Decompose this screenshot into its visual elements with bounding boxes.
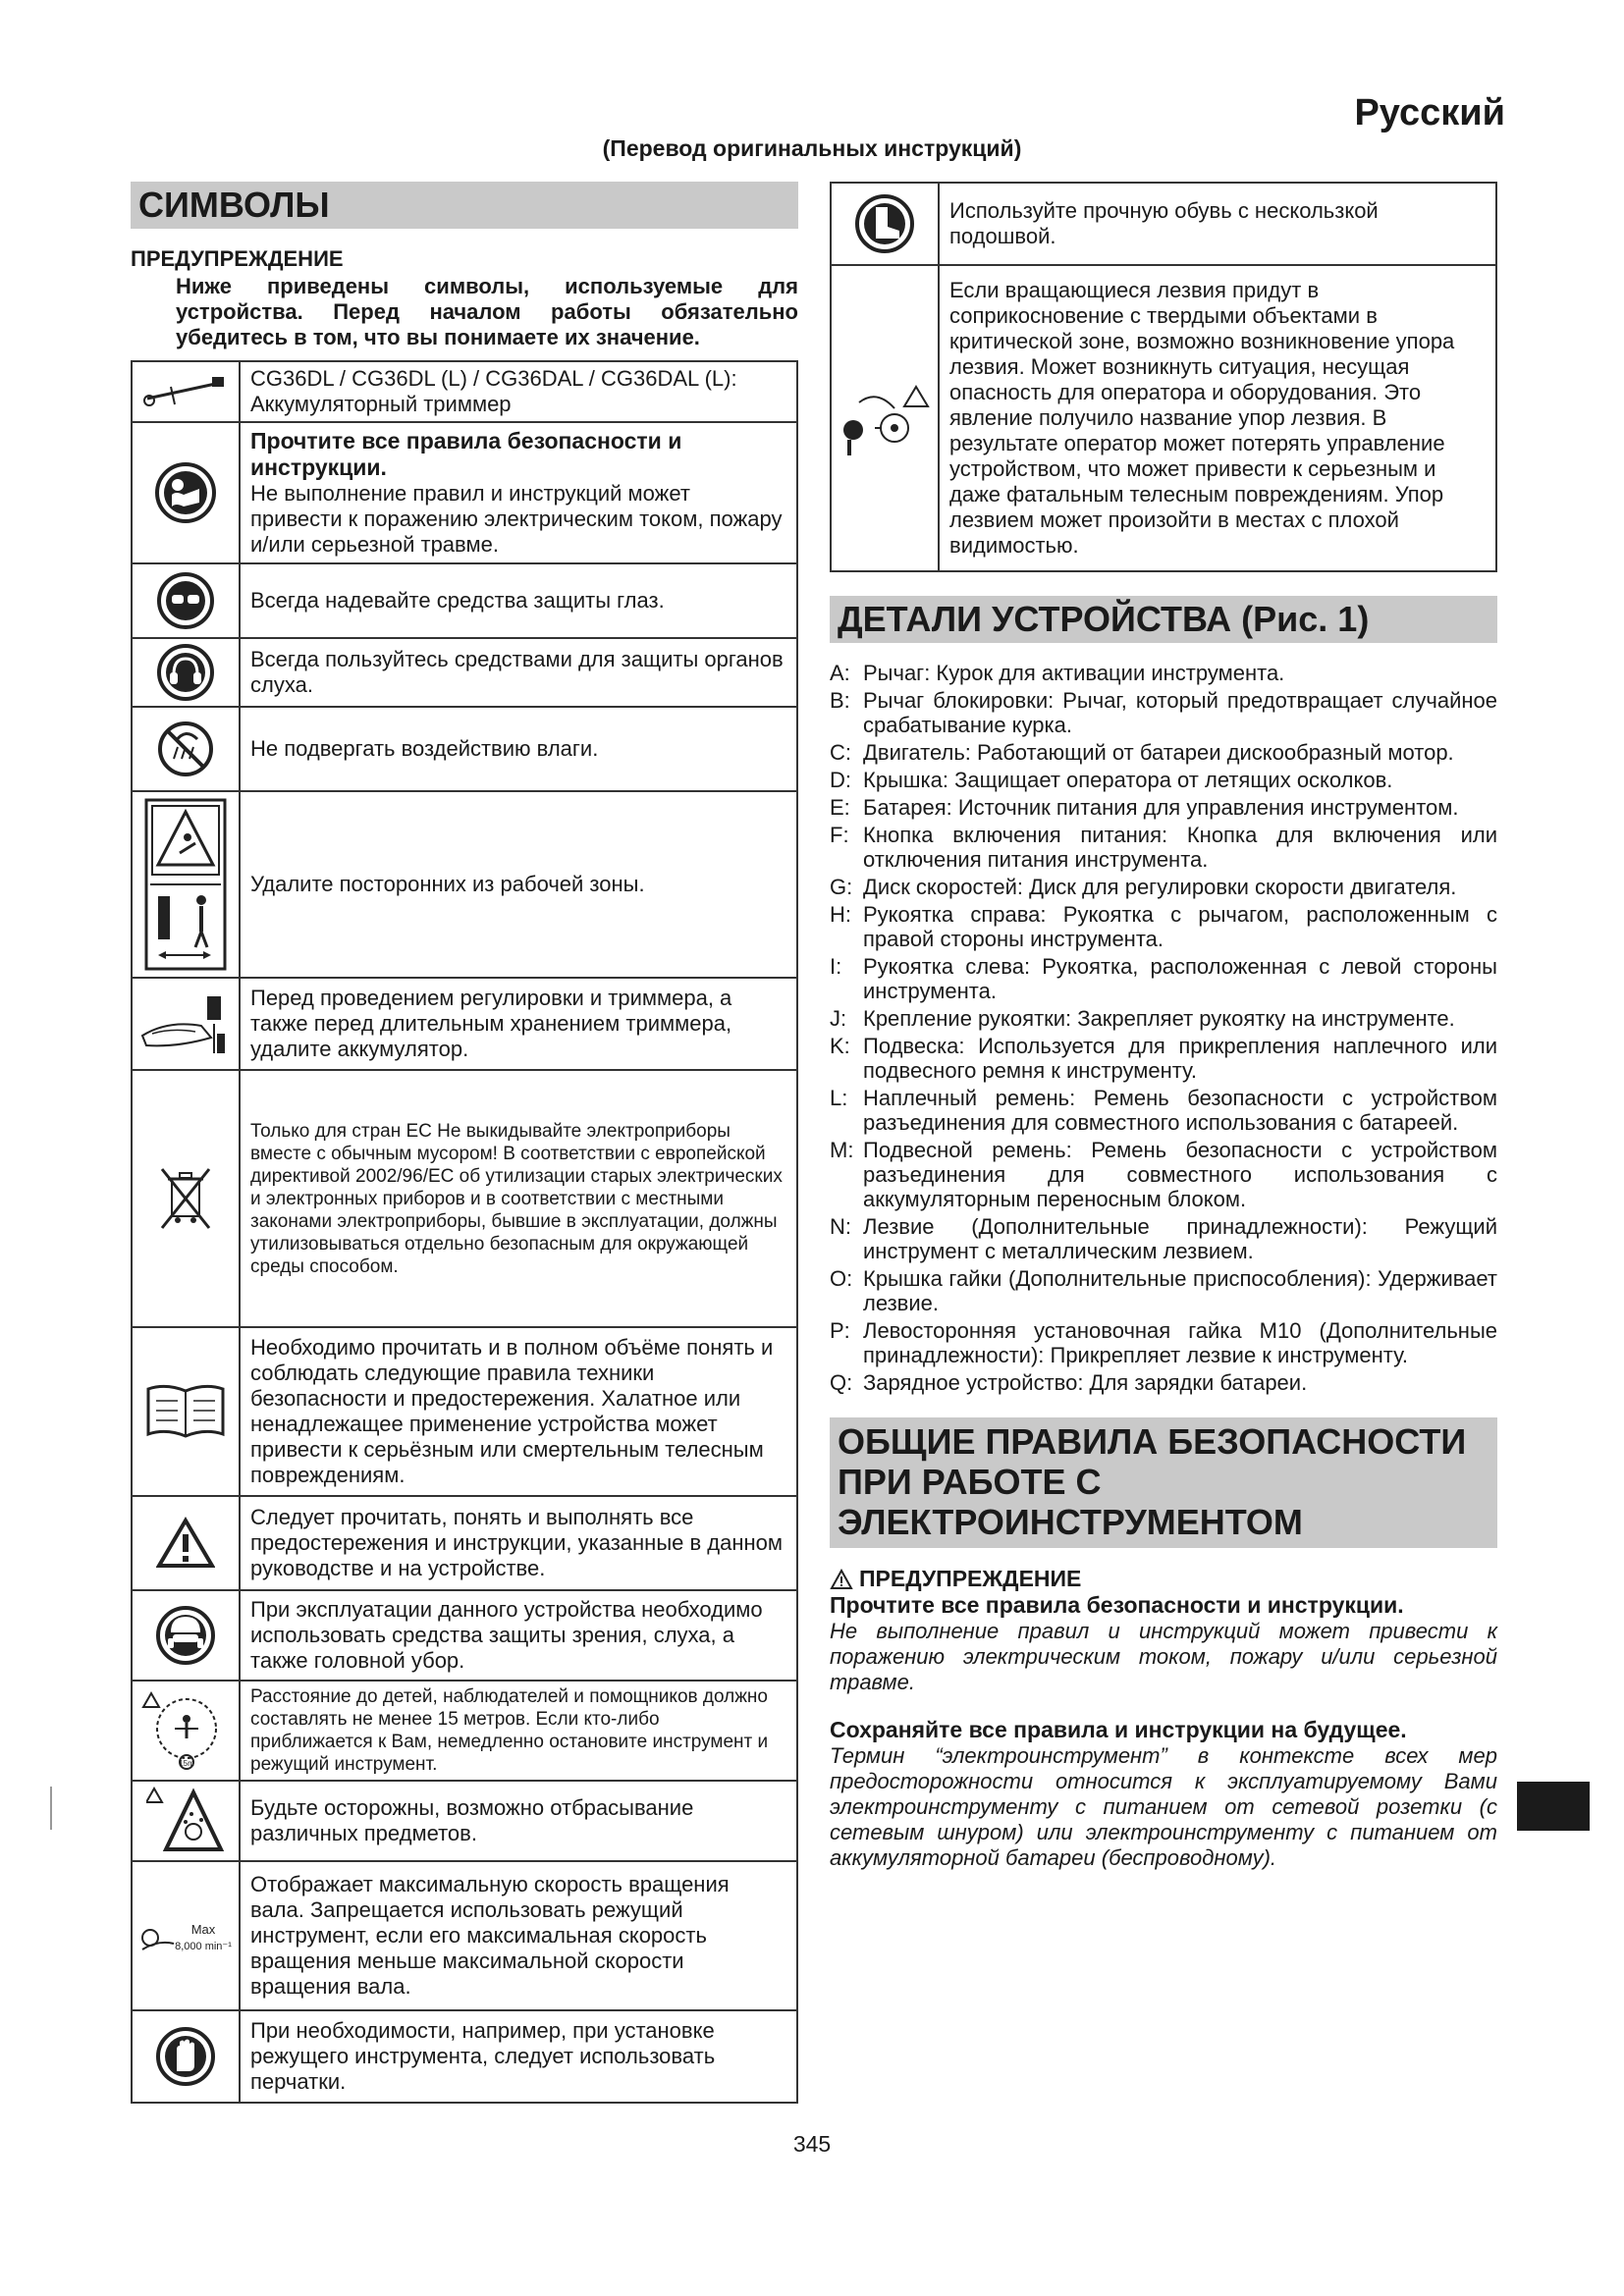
parts-item: B: Рычаг блокировки: Рычаг, который предотвращает случайное срабатывание курка. xyxy=(830,688,1497,737)
read-rules-heading: Прочтите все правила безопасности и инструкции. xyxy=(830,1592,1404,1618)
symbol-text: Необходимо прочитать и в полном объёме понять и соблюдать следующие правила техники безопасности и предостережения. Халатное или ненадлежащее применение устройства может привести к серьёзным или смертельным телесным повреждениям. xyxy=(240,1327,797,1496)
symbol-row xyxy=(132,1496,797,1590)
right-symbols-table xyxy=(830,182,1497,572)
symbol-row xyxy=(831,265,1496,571)
gloves-icon xyxy=(155,2026,216,2087)
language-label: Русский xyxy=(1354,92,1505,133)
save-rules-heading: Сохраняйте все правила и инструкции на будущее. xyxy=(830,1717,1407,1742)
parts-item: C: Двигатель: Работающий от батареи дискообразный мотор. xyxy=(830,740,1454,765)
symbol-text: Отображает максимальную скорость вращения вала. Запрещается использовать режущий инструмент, если его максимальная скорость вращения меньше максимальной скорости вращения вала. xyxy=(240,1861,797,2010)
symbol-text: При эксплуатации данного устройства необходимо использовать средства защиты зрения, слуха, а также головной убор. xyxy=(240,1590,797,1681)
weee-bin-icon xyxy=(156,1163,215,1234)
parts-item: Q: Зарядное устройство: Для зарядки батареи. xyxy=(830,1370,1308,1395)
symbol-row xyxy=(132,1681,797,1781)
symbol-text: Не подвергать воздействию влаги. xyxy=(240,707,797,791)
symbol-text: Только для стран ЕС Не выкидывайте электроприборы вместе с обычным мусором! В соответствии с европейской директивой 2002/96/ЕС об утилизации старых электрических и электронных приборов и в соответствии с местными законами электроприборы, бывшие в эксплуатации, должны утилизовываться отдельно безопасным для окружающей среды способом. xyxy=(240,1070,797,1327)
symbol-row xyxy=(132,638,797,707)
distance-label: 15m xyxy=(179,1759,194,1768)
symbol-row xyxy=(831,183,1496,265)
remove-battery-icon xyxy=(138,985,233,1063)
margin-line xyxy=(50,1787,52,1830)
symbols-table xyxy=(131,360,798,2104)
symbol-text: Расстояние до детей, наблюдателей и помощников должно составлять не менее 15 метров. Если кто-либо приближается к Вам, немедленно остановите инструмент и режущий инструмент. xyxy=(240,1681,797,1781)
symbol-row xyxy=(132,1327,797,1496)
parts-item: L: Наплечный ремень: Ремень безопасности с устройством разъединения для совместного использования с батареей. xyxy=(830,1086,1497,1135)
symbols-warning-heading: ПРЕДУПРЕЖДЕНИЕ xyxy=(131,246,344,271)
parts-list xyxy=(830,661,1497,1395)
symbol-row xyxy=(132,791,797,978)
parts-item: H: Рукоятка справа: Рукоятка с рычагом, расположенным с правой стороны инструмента. xyxy=(830,902,1497,951)
read-rules-text: Не выполнение правил и инструкций может привести к поражению электрическим током, пожару и/или серьезной травме. xyxy=(830,1619,1497,1694)
blade-thrust-icon xyxy=(838,379,932,457)
symbols-warning-text: Ниже приведены символы, используемые для устройства. Перед началом работы обязательно убедитесь в том, что вы понимаете их значение. xyxy=(176,274,798,349)
no-rain-icon xyxy=(156,720,215,778)
parts-title: ДЕТАЛИ УСТРОЙСТВА (Рис. 1) xyxy=(830,596,1497,643)
open-book-icon xyxy=(144,1381,227,1442)
parts-item: N: Лезвие (Дополнительные принадлежности): Режущий инструмент с металлическим лезвием. xyxy=(830,1214,1497,1263)
symbol-text: Перед проведением регулировки и триммера, а также перед длительным хранением триммера, удалите аккумулятор. xyxy=(240,978,797,1070)
symbol-row xyxy=(132,978,797,1070)
parts-item: O: Крышка гайки (Дополнительные приспособления): Удерживает лезвие. xyxy=(830,1266,1497,1315)
parts-item: A: Рычаг: Курок для активации инструмента. xyxy=(830,661,1285,685)
language-side-tab xyxy=(1517,1782,1590,1831)
symbol-text: При необходимости, например, при установке режущего инструмента, следует использовать перчатки. xyxy=(240,2010,797,2103)
distance-15m-icon xyxy=(141,1689,230,1772)
max-speed-label: Max xyxy=(190,1922,216,1937)
parts-item: P: Левосторонняя установочная гайка M10 (Дополнительные принадлежности): Прикрепляет лезвие к инструменту. xyxy=(830,1318,1497,1367)
trimmer-icon xyxy=(141,375,230,408)
parts-item: G: Диск скоростей: Диск для регулировки скорости двигателя. xyxy=(830,875,1457,899)
max-speed-value: 8,000 min⁻¹ xyxy=(175,1941,232,1952)
symbol-row xyxy=(132,2010,797,2103)
symbol-row xyxy=(132,422,797,563)
symbol-row xyxy=(132,1781,797,1861)
translation-subtitle: (Перевод оригинальных инструкций) xyxy=(602,135,1022,161)
symbol-text: CG36DL / CG36DL (L) / CG36DAL / CG36DAL (L): Аккумуляторный триммер xyxy=(240,361,797,422)
head-protection-icon xyxy=(155,1605,216,1666)
parts-item: D: Крышка: Защищает оператора от летящих осколков. xyxy=(830,768,1393,792)
eye-protection-icon xyxy=(156,571,215,630)
symbol-text: Всегда надевайте средства защиты глаз. xyxy=(240,563,797,638)
symbol-row xyxy=(132,563,797,638)
ear-protection-icon xyxy=(156,643,215,702)
symbol-text: Всегда пользуйтесь средствами для защиты органов слуха. xyxy=(240,638,797,707)
boots-icon xyxy=(854,193,915,254)
symbol-row xyxy=(132,1070,797,1327)
left-column xyxy=(131,182,798,2104)
read-manual-icon xyxy=(154,461,217,524)
parts-item: E: Батарея: Источник питания для управления инструментом. xyxy=(830,795,1459,820)
parts-item: F: Кнопка включения питания: Кнопка для включения или отключения питания инструмента. xyxy=(830,823,1497,872)
parts-item: M: Подвесной ремень: Ремень безопасности с устройством разъединения для совместного использования с аккумуляторным переносным блоком. xyxy=(830,1138,1497,1211)
parts-item: I: Рукоятка слева: Рукоятка, расположенная с левой стороны инструмента. xyxy=(830,954,1497,1003)
max-speed-icon xyxy=(138,1914,233,1957)
symbol-text: Будьте осторожны, возможно отбрасывание различных предметов. xyxy=(240,1781,797,1861)
right-column xyxy=(830,182,1497,1871)
symbol-bold-text: Прочтите все правила безопасности и инструкции. xyxy=(250,428,682,480)
warning-triangle-icon xyxy=(830,1569,853,1590)
warning-triangle-icon xyxy=(156,1517,215,1570)
parts-item: K: Подвеска: Используется для прикрепления наплечного или подвесного ремня к инструменту. xyxy=(830,1034,1497,1083)
symbol-text: Используйте прочную обувь с нескользкой подошвой. xyxy=(939,183,1496,265)
general-warning-label: ПРЕДУПРЕЖДЕНИЕ xyxy=(859,1566,1082,1591)
symbol-row xyxy=(132,1590,797,1681)
page-number: 345 xyxy=(792,2131,832,2157)
symbols-title: СИМВОЛЫ xyxy=(131,182,798,229)
symbol-row xyxy=(132,361,797,422)
general-warning-heading xyxy=(830,1566,1497,1592)
symbol-row xyxy=(132,1861,797,2010)
save-rules-text: Термин “электроинструмент” в контексте всех мер предосторожности относится к эксплуатируемому Вами электроинструменту с питанием от сетевой розетки (с сетевым шнуром) или электроинструменту с питанием от аккумуляторной батареи (беспроводному). xyxy=(830,1743,1497,1870)
bystanders-icon xyxy=(144,798,227,971)
symbol-text: Следует прочитать, понять и выполнять все предостережения и инструкции, указанные в данном руководстве и на устройстве. xyxy=(240,1496,797,1590)
symbol-text: Не выполнение правил и инструкций может привести к поражению электрическим током, пожару и/или серьезной травме. xyxy=(250,481,783,557)
general-rules-title: ОБЩИЕ ПРАВИЛА БЕЗОПАСНОСТИ ПРИ РАБОТЕ С ЭЛЕКТРОИНСТРУМЕНТОМ xyxy=(830,1417,1497,1548)
thrown-objects-icon xyxy=(146,1787,225,1855)
parts-item: J: Крепление рукоятки: Закрепляет рукоятку на инструменте. xyxy=(830,1006,1455,1031)
symbol-row xyxy=(132,707,797,791)
symbol-text: Если вращающиеся лезвия придут в соприкосновение с твердыми объектами в критической зоне, возможно возникновение упора лезвия. Может возникнуть ситуация, несущая опасность для оператора и оборудования. Это явление получило название упор лезвия. В результате оператор может потерять управление устройством, что может привести к серьезным и даже фатальным телесным повреждениям. Упор лезвием может произойти в местах с плохой видимостью. xyxy=(939,265,1496,571)
symbol-text: Удалите посторонних из рабочей зоны. xyxy=(240,791,797,978)
